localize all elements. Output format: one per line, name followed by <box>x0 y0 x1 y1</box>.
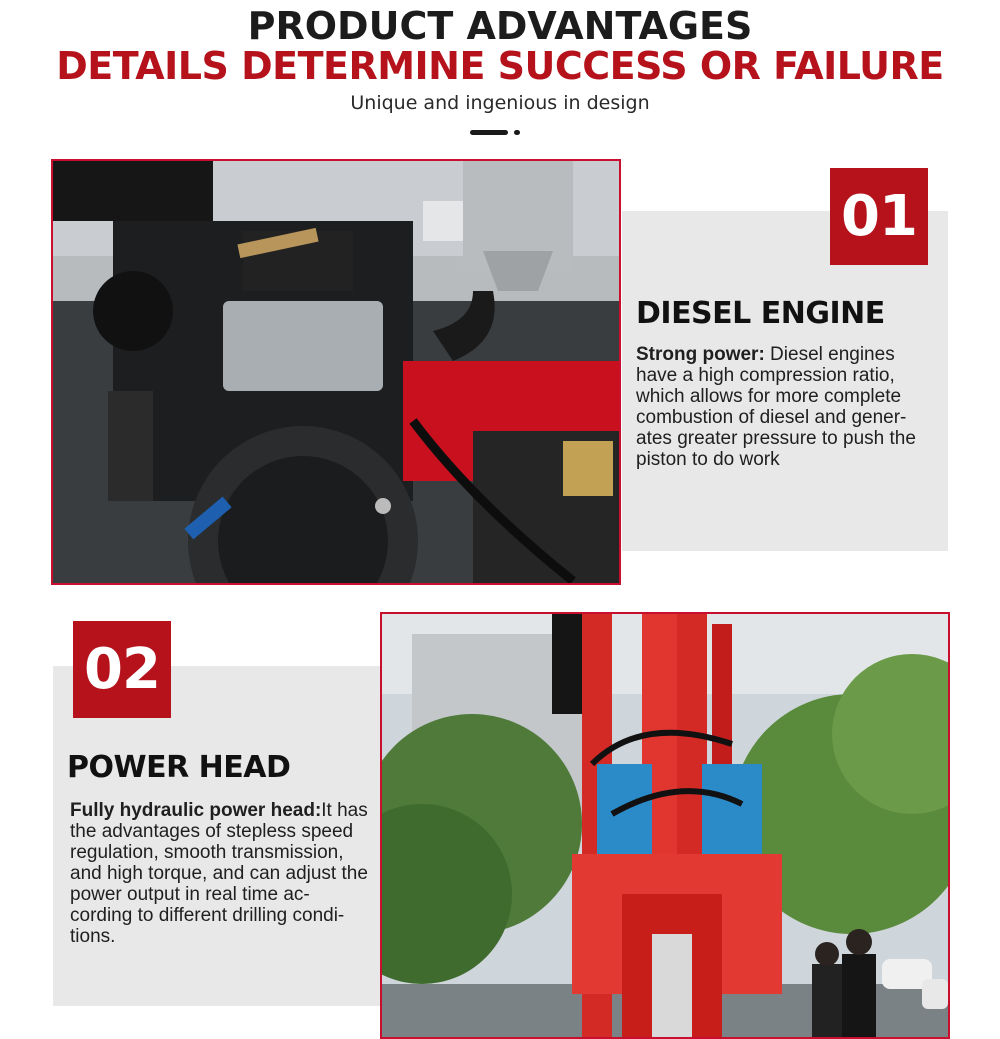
page-title: PRODUCT ADVANTAGES <box>247 4 753 48</box>
feature-1-lead: Strong power: <box>636 344 765 365</box>
feature-2-lead: Fully hydraulic power head: <box>70 800 322 821</box>
feature-2-text: It has the advantages of stepless speed regulation, smooth transmission, and high torque, and can adjust the power output in real time ac-cording to different drilling condi-tions. <box>70 800 368 947</box>
header-divider-dot <box>514 130 520 135</box>
feature-2-description <box>70 800 370 947</box>
diesel-engine-illustration <box>53 161 619 583</box>
feature-1-description <box>636 344 936 470</box>
feature-1-text: Diesel engines have a high compression ratio, which allows for more complete combustion of diesel and gener-ates greater pressure to push the piston to do work <box>636 344 916 470</box>
feature-2-number-badge <box>73 621 171 718</box>
page-tagline: DETAILS DETERMINE SUCCESS OR FAILURE <box>56 44 944 88</box>
feature-2-number: 02 <box>84 637 160 702</box>
feature-1-number-badge <box>830 168 928 265</box>
power-head-illustration <box>382 614 948 1037</box>
page-subtitle: Unique and ingenious in design <box>350 92 650 114</box>
header-divider <box>470 130 508 135</box>
feature-1-title: DIESEL ENGINE <box>636 296 885 331</box>
diesel-engine-photo <box>51 159 621 585</box>
power-head-photo <box>380 612 950 1039</box>
feature-2-title: POWER HEAD <box>67 750 291 785</box>
feature-1-number: 01 <box>841 184 917 249</box>
